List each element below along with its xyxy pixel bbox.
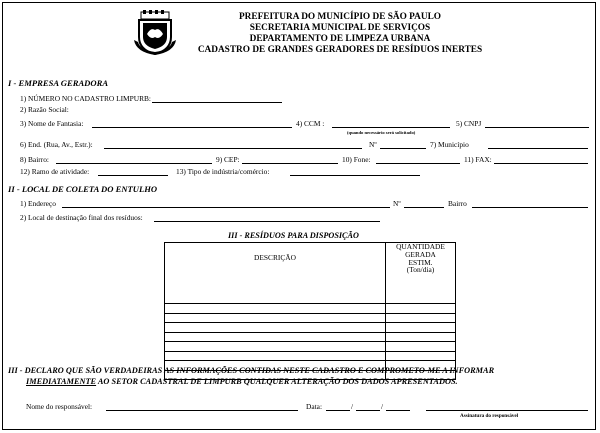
- field-destinacao-line[interactable]: [154, 221, 380, 222]
- field-bairro-line[interactable]: [56, 163, 212, 164]
- date-label: Data:: [306, 402, 323, 411]
- header-line-4: CADASTRO DE GRANDES GERADORES DE RESÍDUOS INERTES: [197, 45, 483, 55]
- date-sep-1: /: [351, 402, 354, 411]
- date-day-line[interactable]: [326, 410, 350, 411]
- responsavel-name-label: Nome do responsável:: [26, 402, 93, 411]
- field-cep-label: 9) CEP:: [216, 155, 240, 164]
- field-ccm-line[interactable]: [332, 127, 450, 128]
- field-tipo-industria-label: 13) Tipo de indústria/comércio:: [176, 167, 270, 176]
- declaration-emphasis: IMEDIATAMENTE: [26, 377, 97, 386]
- field-coleta-bairro-line[interactable]: [472, 207, 588, 208]
- table-cell-quantidade[interactable]: [386, 342, 456, 352]
- field-cadastro-label: 1) NÚMERO NO CADASTRO LIMPURB:: [20, 94, 151, 103]
- field-endereco-line[interactable]: [104, 148, 362, 149]
- date-month-line[interactable]: [356, 410, 380, 411]
- table-row[interactable]: [165, 342, 456, 352]
- field-cnpj-label: 5) CNPJ: [456, 119, 482, 128]
- field-municipio-line[interactable]: [488, 148, 588, 149]
- field-fone-label: 10) Fone:: [342, 155, 371, 164]
- table-cell-descricao[interactable]: [165, 313, 386, 323]
- declaration-rest: AO SETOR CADASTRAL DE LIMPURB QUALQUER ALTERAÇÃO DOS DADOS APRESENTADOS.: [96, 377, 458, 386]
- declaration-line-1: III - DECLARO QUE SÃO VERDADEIRAS AS INFORMAÇÕES CONTIDAS NESTE CADASTRO E COMPROMETO-ME A INFORMAR: [8, 366, 495, 375]
- header-line-3: DEPARTAMENTO DE LIMPEZA URBANA: [249, 34, 431, 44]
- field-nome-fantasia-line[interactable]: [92, 127, 292, 128]
- field-ramo-atividade-line[interactable]: [98, 175, 168, 176]
- header-line-2: SECRETARIA MUNICIPAL DE SERVIÇOS: [249, 23, 431, 33]
- field-tipo-industria-line[interactable]: [290, 175, 420, 176]
- table-cell-descricao[interactable]: [165, 342, 386, 352]
- table-header-row: [165, 243, 456, 304]
- section-3-title: III - RESÍDUOS PARA DISPOSIÇÃO: [228, 231, 359, 240]
- field-municipio-label: 7) Município: [430, 140, 469, 149]
- table-cell-quantidade[interactable]: [386, 323, 456, 333]
- field-fax-line[interactable]: [494, 163, 588, 164]
- field-cep-line[interactable]: [242, 163, 338, 164]
- field-destinacao-label: 2) Local de destinação final dos resíduos:: [20, 213, 143, 222]
- signature-caption: Assinatura do responsável: [460, 413, 519, 419]
- section-2-title: II - LOCAL DE COLETA DO ENTULHO: [8, 184, 158, 194]
- table-cell-descricao[interactable]: [165, 304, 386, 314]
- table-cell-quantidade[interactable]: [386, 313, 456, 323]
- table-row[interactable]: [165, 313, 456, 323]
- field-fone-line[interactable]: [376, 163, 460, 164]
- col-descricao-header: DESCRIÇÃO: [165, 243, 386, 304]
- field-nome-fantasia-label: 3) Nome de Fantasia:: [20, 119, 84, 128]
- responsavel-name-line[interactable]: [106, 410, 298, 411]
- table-cell-descricao[interactable]: [165, 323, 386, 333]
- section-1-title: I - EMPRESA GERADORA: [8, 78, 109, 88]
- table-row[interactable]: [165, 332, 456, 342]
- signature-line[interactable]: [426, 410, 588, 411]
- field-fax-label: 11) FAX:: [464, 155, 492, 164]
- field-endereco-label: 6) End. (Rua, Av., Estr.):: [20, 140, 93, 149]
- field-coleta-bairro-label: Bairro: [448, 199, 467, 208]
- field-coleta-endereco-label: 1) Endereço: [20, 199, 56, 208]
- field-coleta-numero-line[interactable]: [404, 207, 444, 208]
- field-ramo-atividade-label: 12) Ramo de atividade:: [20, 167, 90, 176]
- residuos-table: [164, 242, 456, 380]
- field-coleta-endereco-line[interactable]: [62, 207, 390, 208]
- table-row[interactable]: [165, 351, 456, 361]
- table-cell-quantidade[interactable]: [386, 351, 456, 361]
- field-cadastro-line[interactable]: [152, 102, 282, 103]
- field-endereco-numero-label: Nº: [369, 140, 377, 149]
- table-row[interactable]: [165, 323, 456, 333]
- field-cnpj-line[interactable]: [485, 127, 589, 128]
- field-bairro-label: 8) Bairro:: [20, 155, 49, 164]
- field-coleta-numero-label: Nº: [393, 199, 401, 208]
- field-endereco-numero-line[interactable]: [380, 148, 426, 149]
- date-year-line[interactable]: [386, 410, 410, 411]
- table-row[interactable]: [165, 304, 456, 314]
- field-ccm-note: (quando necessário será solicitado): [347, 130, 416, 135]
- header-line-1: PREFEITURA DO MUNICÍPIO DE SÃO PAULO: [238, 12, 442, 22]
- table-cell-descricao[interactable]: [165, 351, 386, 361]
- table-cell-quantidade[interactable]: [386, 304, 456, 314]
- field-ccm-label: 4) CCM :: [296, 119, 325, 128]
- declaration-line-2: [26, 378, 458, 386]
- date-sep-2: /: [381, 402, 384, 411]
- col-quantidade-header: QUANTIDADE GERADA ESTIM. (Ton/dia): [386, 243, 456, 304]
- field-razao-social-label: 2) Razão Social:: [20, 105, 69, 114]
- table-cell-quantidade[interactable]: [386, 332, 456, 342]
- table-cell-descricao[interactable]: [165, 332, 386, 342]
